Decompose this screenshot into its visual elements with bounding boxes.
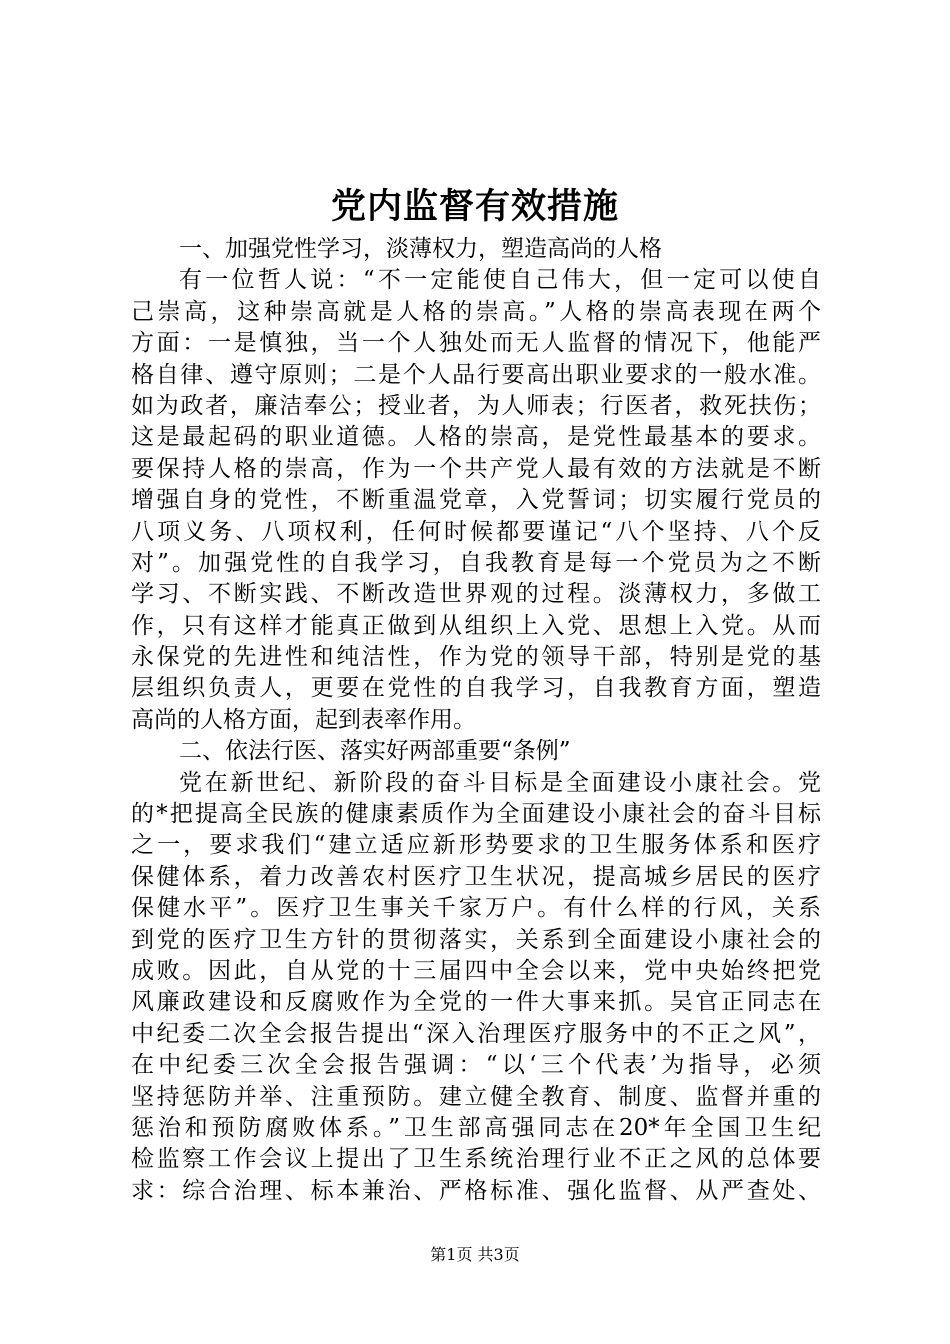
text-line: 的*把提高全民族的健康素质作为全面建设小康社会的奋斗目标: [131, 801, 821, 828]
text-line: 己崇高，这种崇高就是人格的崇高。”人格的崇高表现在两个: [131, 298, 821, 325]
text-line: 检监察工作会议上提出了卫生系统治理行业不正之风的总体要: [131, 1146, 821, 1173]
text-line: 层组织负责人，更要在党性的自我学习，自我教育方面，塑造: [131, 675, 821, 702]
document-title: 党内监督有效措施: [330, 187, 619, 227]
text-line: 坚持惩防并举、注重预防。建立健全教育、制度、监督并重的: [131, 1083, 821, 1110]
text-line: 惩治和预防腐败体系。”卫生部高强同志在20*年全国卫生纪: [131, 1114, 821, 1141]
text-line: 二、依法行医、落实好两部重要“条例”: [179, 738, 571, 765]
text-line: 一、加强党性学习，淡薄权力，塑造高尚的人格: [179, 236, 662, 262]
text-line: 成败。因此，自从党的十三届四中全会以来，党中央始终把党: [131, 957, 821, 984]
text-line: 格自律、遵守原则；二是个人品行要高出职业要求的一般水准。: [131, 361, 821, 388]
text-line: 高尚的人格方面，起到表率作用。: [131, 706, 476, 733]
text-line: 增强自身的党性，不断重温党章，入党誓词；切实履行党员的: [131, 487, 821, 514]
text-line: 这是最起码的职业道德。人格的崇高，是党性最基本的要求。: [131, 424, 821, 451]
text-line: 保健体系，着力改善农村医疗卫生状况，提高城乡居民的医疗: [131, 863, 821, 890]
text-line: 对”。加强党性的自我学习，自我教育是每一个党员为之不断: [131, 549, 821, 576]
text-line: 保健水平”。医疗卫生事关千家万户。有什么样的行风，关系: [131, 895, 821, 922]
text-line: 求：综合治理、标本兼治、严格标准、强化监督、从严查处、: [131, 1177, 821, 1204]
text-line: 之一，要求我们“建立适应新形势要求的卫生服务体系和医疗: [131, 832, 821, 859]
text-line: 风廉政建设和反腐败作为全党的一件大事来抓。吴官正同志在: [131, 989, 821, 1016]
text-line: 如为政者，廉洁奉公；授业者，为人师表；行医者，救死扶伤；: [131, 392, 821, 419]
text-line: 到党的医疗卫生方针的贯彻落实，关系到全面建设小康社会的: [131, 926, 821, 953]
page-footer: 第1页 共3页: [430, 1245, 520, 1264]
text-line: 有一位哲人说：“不一定能使自己伟大，但一定可以使自: [179, 267, 821, 294]
text-line: 党在新世纪、新阶段的奋斗目标是全面建设小康社会。党: [179, 769, 821, 796]
text-line: 永保党的先进性和纯洁性，作为党的领导干部，特别是党的基: [131, 644, 821, 671]
text-line: 要保持人格的崇高，作为一个共产党人最有效的方法就是不断: [131, 455, 821, 482]
text-line: 作，只有这样才能真正做到从组织上入党、思想上入党。从而: [131, 612, 821, 639]
text-line: 学习、不断实践、不断改造世界观的过程。淡薄权力，多做工: [131, 581, 821, 608]
text-line: 八项义务、八项权利，任何时候都要谨记“八个坚持、八个反: [131, 518, 821, 545]
text-line: 在中纪委三次全会报告强调：“以‘三个代表’为指导，必须: [131, 1052, 821, 1079]
document-body: [131, 234, 821, 1207]
text-line: 方面：一是慎独，当一个人独处而无人监督的情况下，他能严: [131, 330, 821, 357]
text-line: 中纪委二次全会报告提出“深入治理医疗服务中的不正之风”，: [131, 1020, 821, 1047]
